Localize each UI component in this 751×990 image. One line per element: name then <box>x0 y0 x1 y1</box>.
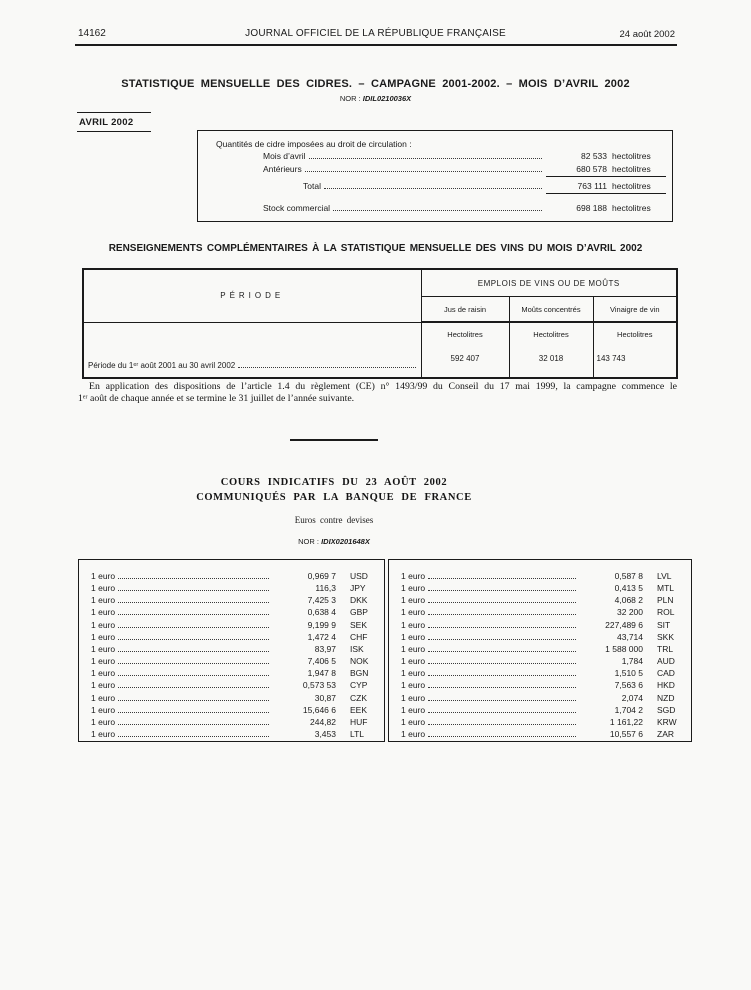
cell-value: 592 407 <box>450 354 480 363</box>
dotted-leader <box>428 736 576 737</box>
rate-list-right <box>401 570 683 740</box>
cours-subtitle: Euros contre devises <box>294 515 374 525</box>
dotted-leader <box>118 602 269 603</box>
nor-label: NOR : <box>339 94 361 103</box>
rate-row <box>91 594 376 606</box>
rate-row <box>401 667 683 679</box>
dotted-leader <box>118 700 269 701</box>
rate-base-label: 1 euro <box>91 583 116 594</box>
rate-row <box>91 606 376 618</box>
currency-code: ROL <box>657 607 675 618</box>
rate-row <box>91 631 376 643</box>
currency-code: BGN <box>350 668 369 679</box>
cell-value: 143 743 <box>596 354 626 363</box>
dotted-leader <box>324 188 542 189</box>
header-rule <box>75 44 677 46</box>
currency-code: KRW <box>657 716 677 727</box>
dotted-leader <box>428 578 576 579</box>
nor-label: NOR : <box>298 537 319 546</box>
rate-row <box>91 679 376 691</box>
rate-value: 1,947 8 <box>307 668 336 679</box>
rate-value: 0,413 5 <box>614 583 643 594</box>
nor-value: IDIL0210036X <box>362 94 412 103</box>
unit-label: Hectolitres <box>447 330 483 339</box>
rate-base-label: 1 euro <box>91 631 116 642</box>
currency-code: CHF <box>350 631 368 642</box>
rate-value: 0,587 8 <box>614 571 643 581</box>
currency-code: PLN <box>657 595 674 606</box>
dotted-leader <box>238 367 415 368</box>
rate-base-label: 1 euro <box>91 656 116 667</box>
cours-title-line-1: COURS INDICATIFS DU 23 AOÛT 2002 <box>220 477 448 488</box>
rate-value: 30,87 <box>314 692 336 703</box>
col-header-mouts: Moûts concentrés <box>509 297 593 323</box>
currency-code: GBP <box>350 607 368 618</box>
dotted-leader <box>118 639 269 640</box>
rate-base-label: 1 euro <box>91 704 116 715</box>
cidres-box-heading: Quantités de cidre imposées au droit de circulation : <box>216 139 412 149</box>
month-label: AVRIL 2002 <box>77 112 151 132</box>
rate-value: 1,510 5 <box>614 668 643 679</box>
dotted-leader <box>428 639 576 640</box>
cidres-row-stock <box>216 202 666 215</box>
dotted-leader <box>428 663 576 664</box>
rate-row <box>401 619 683 631</box>
cell-value: 32 018 <box>538 354 564 363</box>
period-cell <box>83 322 421 378</box>
rate-value: 2,074 <box>621 692 643 703</box>
rate-row <box>401 594 683 606</box>
rate-base-label: 1 euro <box>401 619 426 630</box>
unit-label: Hectolitres <box>533 330 569 339</box>
dotted-leader <box>118 651 269 652</box>
currency-code: DKK <box>350 595 368 606</box>
section-divider <box>290 439 378 441</box>
rate-base-label: 1 euro <box>91 729 116 740</box>
unit-label: Hectolitres <box>617 330 653 339</box>
currency-code: SIT <box>657 619 671 630</box>
rate-value: 9,199 9 <box>307 619 336 630</box>
rate-base-label: 1 euro <box>401 716 426 727</box>
rate-value: 1 161,22 <box>609 716 643 727</box>
rate-value: 1,704 2 <box>614 704 643 715</box>
rate-row <box>401 692 683 704</box>
cidres-row-total <box>216 180 666 193</box>
rate-base-label: 1 euro <box>401 643 426 654</box>
rate-value: 7,406 5 <box>307 656 336 667</box>
rate-row <box>401 582 683 594</box>
rate-row <box>91 570 376 582</box>
dotted-leader <box>118 687 269 688</box>
nor-value: IDIX0201648X <box>321 537 370 546</box>
rate-row <box>91 704 376 716</box>
cidres-title: STATISTIQUE MENSUELLE DES CIDRES. – CAMPAGNE 2001-2002. – MOIS D’AVRIL 2002 <box>121 78 630 90</box>
dotted-leader <box>118 675 269 676</box>
rate-row <box>91 655 376 667</box>
dotted-leader <box>118 724 269 725</box>
rate-base-label: 1 euro <box>401 680 426 691</box>
jus-cell <box>421 322 509 378</box>
rate-value: 7,563 6 <box>614 680 643 691</box>
currency-code: SEK <box>350 619 368 630</box>
currency-code: LTL <box>350 729 365 740</box>
rate-row <box>401 716 683 728</box>
cours-heading <box>78 475 590 505</box>
rate-value: 0,638 4 <box>307 607 336 618</box>
rate-base-label: 1 euro <box>91 716 116 727</box>
rate-base-label: 1 euro <box>401 729 426 740</box>
rate-value: 4,068 2 <box>614 595 643 606</box>
rate-row <box>401 631 683 643</box>
total-rule <box>546 193 666 194</box>
rate-row <box>401 704 683 716</box>
dotted-leader <box>309 158 542 159</box>
currency-code: ZAR <box>657 729 674 740</box>
rate-base-label: 1 euro <box>91 595 116 606</box>
cours-title-line-2: COMMUNIQUÉS PAR LA BANQUE DE FRANCE <box>196 492 472 503</box>
currency-code: MTL <box>657 583 674 594</box>
regulation-note <box>78 381 677 404</box>
currency-code: TRL <box>657 643 674 654</box>
row-value: 763 111 <box>577 181 607 191</box>
rate-base-label: 1 euro <box>401 583 426 594</box>
rate-value: 1 588 000 <box>605 643 643 654</box>
rate-row <box>91 716 376 728</box>
rate-value: 32 200 <box>617 607 643 618</box>
vinaigre-cell <box>593 322 677 378</box>
rate-value: 1,472 4 <box>307 631 336 642</box>
rate-row <box>91 728 376 740</box>
cours-nor <box>78 537 590 546</box>
dotted-leader <box>428 687 576 688</box>
rate-base-label: 1 euro <box>91 668 116 679</box>
currency-code: HUF <box>350 716 368 727</box>
note-line-2: 1ᵉʳ août de chaque année et se termine le 31 juillet de l’année suivante. <box>78 392 355 404</box>
journal-title: JOURNAL OFFICIEL DE LA RÉPUBLIQUE FRANÇAISE <box>245 28 506 39</box>
rate-base-label: 1 euro <box>91 607 116 618</box>
row-unit: hectolitres <box>612 164 651 174</box>
rate-value: 3,453 <box>314 729 336 740</box>
currency-code: EEK <box>350 704 368 715</box>
dotted-leader <box>118 627 269 628</box>
rate-list-left <box>91 570 376 740</box>
dotted-leader <box>428 675 576 676</box>
journal-date: 24 août 2002 <box>619 29 675 40</box>
rate-base-label: 1 euro <box>91 643 116 654</box>
rate-base-label: 1 euro <box>401 631 426 642</box>
rate-value: 227,489 6 <box>605 619 643 630</box>
dotted-leader <box>428 627 576 628</box>
dotted-leader <box>428 724 576 725</box>
dotted-leader <box>118 736 269 737</box>
currency-code: AUD <box>657 656 675 667</box>
sum-rule <box>546 176 666 177</box>
currency-code: SKK <box>657 631 675 642</box>
currency-code: LVL <box>657 571 672 581</box>
dotted-leader <box>428 602 576 603</box>
rate-row <box>91 692 376 704</box>
dotted-leader <box>428 590 576 591</box>
rate-base-label: 1 euro <box>91 680 116 691</box>
exchange-table-left <box>78 559 385 742</box>
dotted-leader <box>428 614 576 615</box>
dotted-leader <box>118 578 269 579</box>
currency-code: JPY <box>350 583 366 594</box>
rate-row <box>91 619 376 631</box>
col-header-vinaigre: Vinaigre de vin <box>593 297 677 323</box>
rate-row <box>401 606 683 618</box>
currency-code: SGD <box>657 704 676 715</box>
row-label: Stock commercial <box>263 203 331 213</box>
rate-base-label: 1 euro <box>91 571 116 581</box>
row-label: Total <box>303 181 321 191</box>
currency-code: CYP <box>350 680 368 691</box>
rate-value: 116,3 <box>315 583 336 594</box>
rate-row <box>401 655 683 667</box>
rate-row <box>401 679 683 691</box>
note-line-1: En application des dispositions de l’article 1.4 du règlement (CE) n° 1493/99 du Conseil du 17 mai 1999, la campagne commence le <box>89 381 677 392</box>
cidres-row-anterieurs <box>216 163 666 176</box>
rate-value: 7,425 3 <box>307 595 336 606</box>
row-unit: hectolitres <box>612 151 651 161</box>
row-label: Antérieurs <box>263 164 302 174</box>
row-unit: hectolitres <box>612 181 651 191</box>
row-value: 82 533 <box>581 151 607 161</box>
rate-value: 83,97 <box>314 643 336 654</box>
dotted-leader <box>118 663 269 664</box>
rate-value: 244,82 <box>310 716 336 727</box>
dotted-leader <box>428 712 576 713</box>
cidres-nor <box>0 94 751 103</box>
dotted-leader <box>118 712 269 713</box>
emplois-group-header: EMPLOIS DE VINS OU DE MOÛTS <box>421 269 677 297</box>
cidres-box <box>197 130 673 222</box>
rate-row <box>91 643 376 655</box>
currency-code: CAD <box>657 668 675 679</box>
currency-code: USD <box>350 571 368 581</box>
col-header-jus: Jus de raisin <box>421 297 509 323</box>
dotted-leader <box>333 210 542 211</box>
rate-base-label: 1 euro <box>401 692 426 703</box>
currency-code: HKD <box>657 680 675 691</box>
rate-base-label: 1 euro <box>91 619 116 630</box>
page-number: 14162 <box>78 28 106 39</box>
row-unit: hectolitres <box>612 203 651 213</box>
rate-value: 0,573 53 <box>302 680 336 691</box>
rate-base-label: 1 euro <box>401 595 426 606</box>
rate-row <box>91 667 376 679</box>
rate-base-label: 1 euro <box>401 571 426 581</box>
dotted-leader <box>428 700 576 701</box>
rate-value: 1,784 <box>621 656 643 667</box>
currency-code: NOK <box>350 656 369 667</box>
currency-code: CZK <box>350 692 367 703</box>
vins-title: RENSEIGNEMENTS COMPLÉMENTAIRES À LA STATISTIQUE MENSUELLE DES VINS DU MOIS D’AVRIL 2002 <box>108 243 643 254</box>
dotted-leader <box>428 651 576 652</box>
row-label: Mois d’avril <box>263 151 306 161</box>
rate-value: 43,714 <box>617 631 643 642</box>
period-text: Période du 1ᵉʳ août 2001 au 30 avril 2002 <box>88 361 236 370</box>
dotted-leader <box>118 614 269 615</box>
mouts-cell <box>509 322 593 378</box>
rate-base-label: 1 euro <box>401 704 426 715</box>
rate-value: 0,969 7 <box>307 571 336 581</box>
cidres-row-mois <box>216 150 666 163</box>
rate-base-label: 1 euro <box>401 668 426 679</box>
dotted-leader <box>118 590 269 591</box>
rate-row <box>401 643 683 655</box>
rate-value: 10,557 6 <box>609 729 643 740</box>
rate-row <box>401 728 683 740</box>
dotted-leader <box>305 171 542 172</box>
rate-base-label: 1 euro <box>91 692 116 703</box>
periode-header: PÉRIODE <box>83 269 421 322</box>
row-value: 680 578 <box>576 164 607 174</box>
exchange-table-right <box>388 559 692 742</box>
currency-code: ISK <box>350 643 364 654</box>
rate-base-label: 1 euro <box>401 656 426 667</box>
row-value: 698 188 <box>576 203 607 213</box>
rate-row <box>401 570 683 582</box>
currency-code: NZD <box>657 692 675 703</box>
vins-table <box>82 268 678 379</box>
rate-value: 15,646 6 <box>302 704 336 715</box>
rate-row <box>91 582 376 594</box>
rate-base-label: 1 euro <box>401 607 426 618</box>
